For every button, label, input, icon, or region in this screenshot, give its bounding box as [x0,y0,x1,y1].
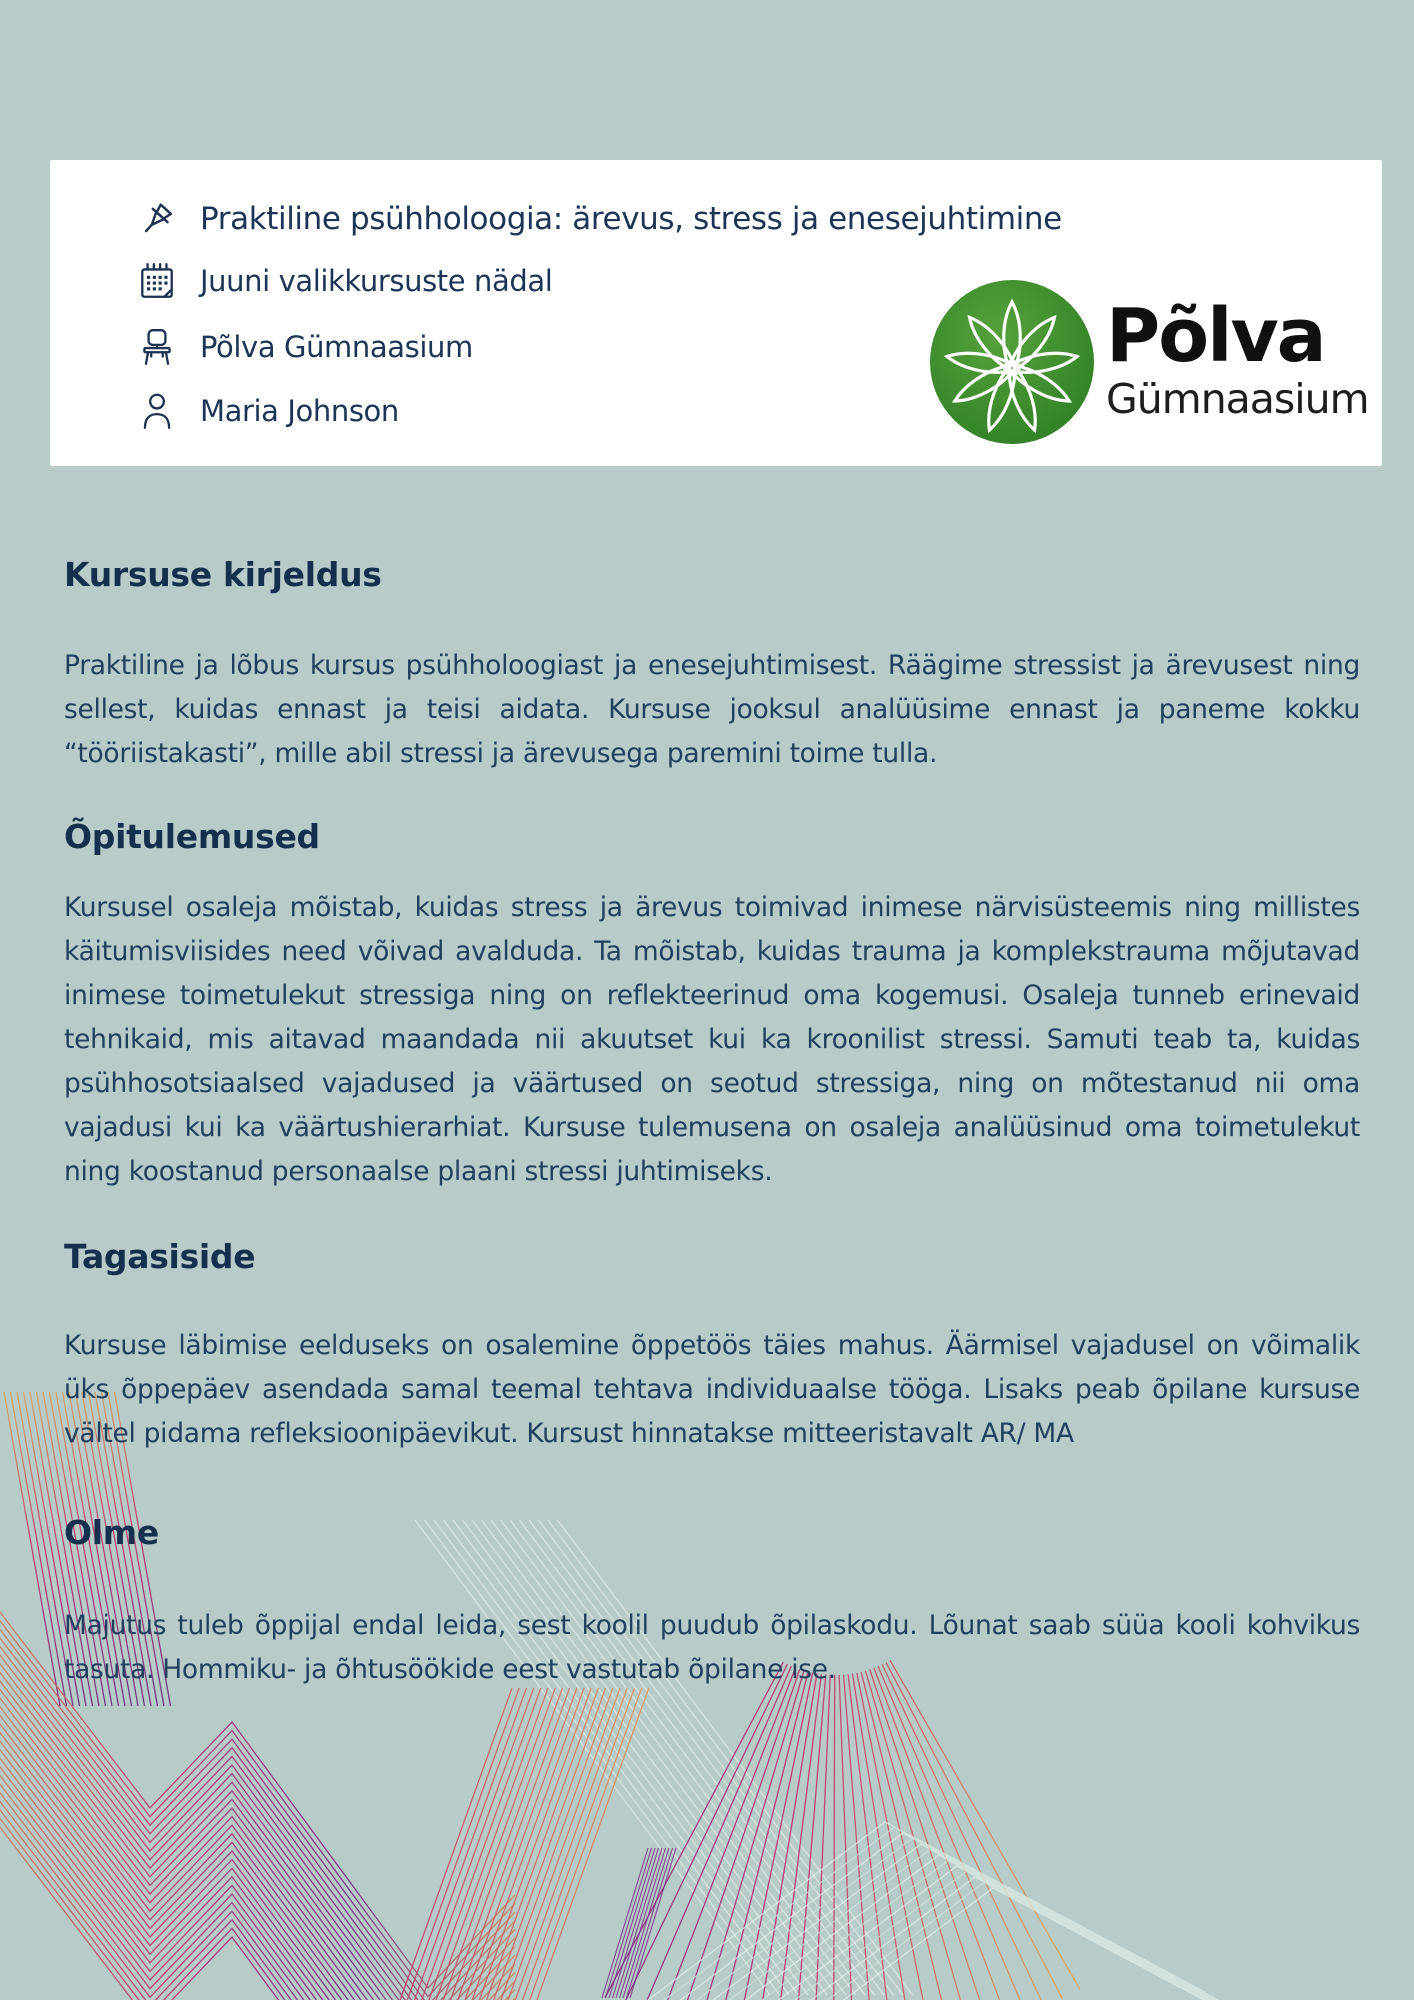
course-title-row [136,196,1062,242]
logo-wordmark: Põlva [1106,292,1325,379]
school-row [136,324,473,370]
section-body-opitulemused: Kursusel osaleja mõistab, kuidas stress ja ärevus toimivad inimese närvisüsteemis ning millistes käitumisviisides need võivad avalduda. Ta mõistab, kuidas trauma ja komplekstrauma mõjutavad inimese toimetulekut stressiga ning on reflekteerinud oma kogemusi. Osaleja tunneb erinevaid tehnikaid, mis aitavad maandada nii akuutset kui ka kroonilist stressi. Samuti teab ta, kuidas psühhosotsiaalsed vajadused ja väärtused on seotud stressiga, ning on mõtestanud nii oma vajadusi kui ka väärtushierarhiat. Kursuse tulemusena on osaleja analüüsinud oma toimetulekut ning koostanud personaalse plaani stressi juhtimiseks. [64,892,1360,1187]
schedule-label: Juuni valikkursuste nädal [200,264,553,298]
school-label: Põlva Gümnaasium [200,330,473,364]
course-title: Praktiline psühholoogia: ärevus, stress ja enesejuhtimine [200,201,1062,237]
section-heading-tagasiside: Tagasiside [64,1237,256,1276]
section-heading-olme: Olme [64,1513,159,1552]
person-icon [136,390,178,432]
course-header-card [50,160,1382,466]
logo-flower-icon [928,278,1096,446]
school-logo [928,278,1369,446]
teacher-name: Maria Johnson [200,394,399,428]
pushpin-icon [136,198,178,240]
section-body-tagasiside: Kursuse läbimise eelduseks on osalemine õppetöös täies mahus. Äärmisel vajadusel on võimalik üks õppepäev asendada samal teemal tehtava individuaalse tööga. Lisaks peab õpilane kursuse vältel pidama refleksioonipäevikut. Kursust hinnatakse mitteeristavalt AR/ MA [64,1330,1360,1449]
calendar-icon [136,260,178,302]
logo-subtitle: Gümnaasium [1106,375,1369,424]
section-body-kursuse-kirjeldus: Praktiline ja lõbus kursus psühholoogiast ja enesejuhtimisest. Räägime stressist ja ärevusest ning sellest, kuidas ennast ja teisi aidata. Kursuse jooksul analüüsime ennast ja paneme kokku “tööriistakasti”, mille abil stressi ja ärevusega paremini toime tulla. [64,650,1360,769]
section-heading-kursuse-kirjeldus: Kursuse kirjeldus [64,555,382,594]
section-heading-opitulemused: Õpitulemused [64,817,320,856]
schedule-row [136,258,552,304]
chair-icon [136,326,178,368]
section-body-olme: Majutus tuleb õppijal endal leida, sest koolil puudub õpilaskodu. Lõunat saab süüa kooli kohvikus tasuta. Hommiku- ja õhtusöökide eest vastutab õpilane ise. [64,1610,1360,1685]
teacher-row [136,388,399,434]
